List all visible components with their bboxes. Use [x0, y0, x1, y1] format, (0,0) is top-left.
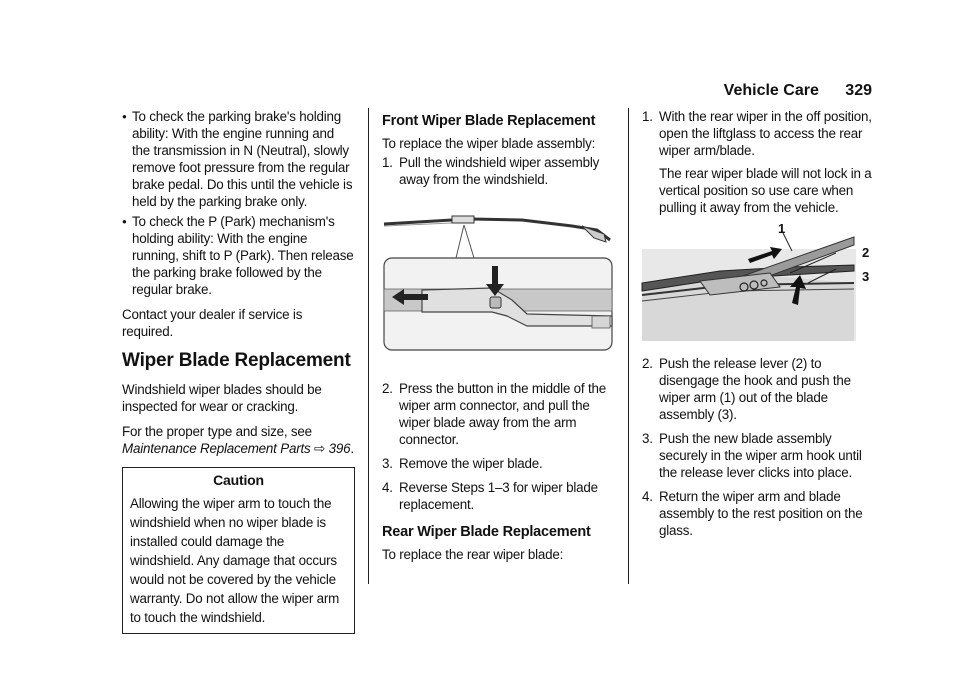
step-item: 1. Pull the windshield wiper assembly away from the windshield.: [382, 155, 600, 187]
step-item: 1. With the rear wiper in the off position, open the liftglass to access the rear wiper arm/blade. The rear wiper blade will not lock in a vertical position so use care when pulling it away from the vehicle.: [642, 108, 876, 216]
callout-3: 3: [862, 269, 870, 284]
reference-link[interactable]: Maintenance Replacement Parts: [122, 441, 311, 456]
step-list: [382, 154, 614, 188]
step-list: [382, 380, 614, 513]
column-divider: [628, 108, 629, 584]
step-item: 3. Push the new blade assembly securely in the wiper arm hook until the release lever clicks into place.: [642, 431, 862, 480]
column-divider: [368, 108, 369, 584]
page-ref-arrow-icon: ⇨: [314, 441, 326, 456]
step-item: 4. Return the wiper arm and blade assembly to the rest position on the glass.: [642, 489, 863, 538]
front-wiper-illustration: [382, 204, 614, 364]
step-item: 2. Press the button in the middle of the wiper arm connector, and pull the wiper blade away from the arm connector.: [382, 381, 606, 447]
contact-text: Contact your dealer if service is required.: [122, 307, 303, 339]
column-middle: [382, 108, 614, 571]
section-heading: Rear Wiper Blade Replacement: [382, 524, 591, 540]
page-header: [724, 82, 872, 100]
step-item: 3. Remove the wiper blade.: [382, 456, 543, 471]
caution-box: [122, 467, 355, 634]
bullet-item: ● To check the P (Park) mechanism's holding ability: With the engine running, shift to P (Park). Then release the parking brake followed by the regular brake.: [122, 213, 355, 298]
intro-text: To replace the wiper blade assembly:: [382, 136, 596, 151]
step-note: The rear wiper blade will not lock in a vertical position so use care when pulling it away from the vehicle.: [659, 166, 872, 215]
section-heading: Wiper Blade Replacement: [122, 350, 351, 371]
reference-prefix: For the proper type and size, see: [122, 424, 312, 439]
callout-2: 2: [862, 245, 870, 260]
step-item: 4. Reverse Steps 1–3 for wiper blade replacement.: [382, 480, 598, 512]
bullet-list: [122, 108, 355, 298]
bullet-item: ● To check the parking brake's holding ability: With the engine running and the transmission in N (Neutral), slowly remove foot pressure from the regular brake pedal. Do this until the vehicle is held by the parking brake only.: [122, 108, 355, 210]
step-list: [642, 355, 876, 539]
column-left: [122, 108, 355, 634]
reference-page[interactable]: 396: [328, 441, 351, 456]
step-list: [642, 108, 876, 216]
page-number: 329: [845, 82, 872, 99]
section-title: Vehicle Care: [723, 82, 819, 99]
callout-1: 1: [778, 223, 786, 236]
caution-title: Caution: [213, 472, 264, 488]
reference-text: For the proper type and size, see Maintenance Replacement Parts ⇨ 396.: [122, 424, 354, 456]
intro-text: Windshield wiper blades should be inspected for wear or cracking.: [122, 382, 322, 414]
section-heading: Front Wiper Blade Replacement: [382, 113, 596, 129]
step-item: 2. Push the release lever (2) to disengage the hook and push the wiper arm (1) out of the blade assembly (3).: [642, 356, 851, 422]
rear-wiper-illustration: [640, 223, 876, 347]
column-right: [642, 108, 876, 546]
caution-body: Allowing the wiper arm to touch the windshield when no wiper blade is installed could damage the windshield. Any damage that occurs would not be covered by the vehicle warranty. Do not allow the wiper arm to touch the windshield.: [130, 496, 340, 625]
intro-text: To replace the rear wiper blade:: [382, 547, 564, 562]
